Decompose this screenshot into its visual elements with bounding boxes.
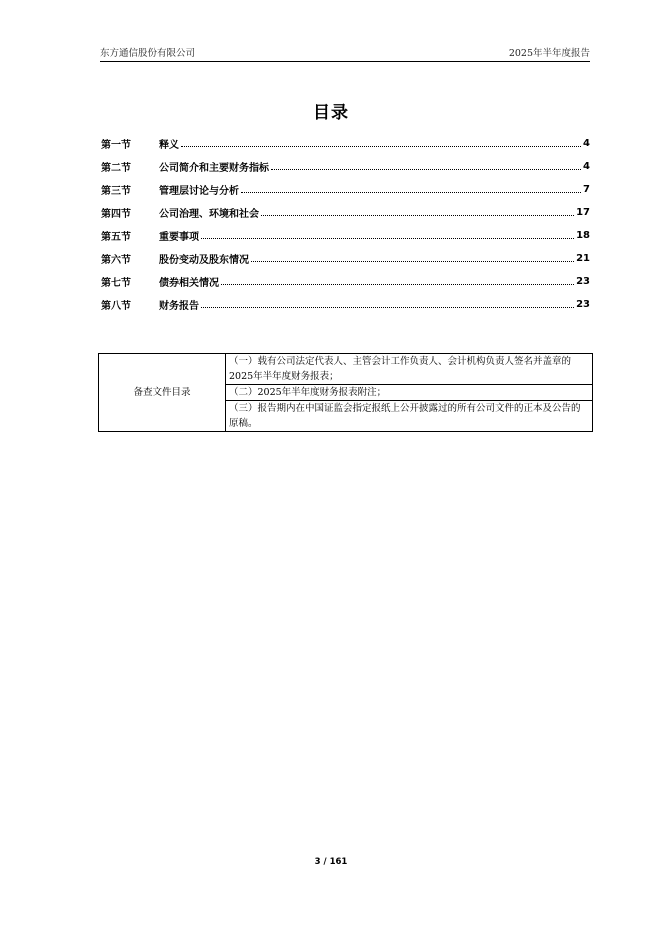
toc-page-number: 21 [576,253,590,264]
toc-section-number: 第二节 [101,163,131,174]
toc-section-number: 第六节 [101,255,131,266]
table-row [99,354,593,385]
toc-page-number: 4 [583,161,590,172]
reference-documents-label: 备查文件目录 [99,354,226,432]
toc-page-number: 17 [576,207,590,218]
reference-documents-table [98,353,593,432]
table-of-contents [101,132,590,316]
toc-entry[interactable] [101,293,590,316]
toc-section-name: 股份变动及股东情况 [159,255,249,266]
toc-section-number: 第八节 [101,301,131,312]
toc-leader-dots [181,136,581,147]
toc-section-name: 财务报告 [159,301,199,312]
toc-leader-dots [261,205,574,216]
toc-leader-dots [201,297,574,308]
toc-section-name: 公司治理、环境和社会 [159,209,259,220]
toc-leader-dots [201,228,574,239]
toc-section-name: 释义 [159,140,179,151]
reference-document-item: （一）载有公司法定代表人、主管会计工作负责人、会计机构负责人签名并盖章的2025年半年度财务报表； [226,354,593,385]
toc-page-number: 7 [583,184,590,195]
toc-title: 目录 [313,103,349,123]
toc-section-number: 第七节 [101,278,131,289]
toc-section-number: 第一节 [101,140,131,151]
toc-leader-dots [271,159,581,170]
reference-document-item: （二）2025年半年度财务报表附注； [226,385,593,401]
toc-leader-dots [241,182,581,193]
toc-section-number: 第五节 [101,232,131,243]
toc-section-number: 第四节 [101,209,131,220]
toc-entry[interactable] [101,132,590,155]
toc-page-number: 4 [583,138,590,149]
page-header [100,45,590,62]
toc-section-name: 公司简介和主要财务指标 [159,163,269,174]
reference-document-item: （三）报告期内在中国证监会指定报纸上公开披露过的所有公司文件的正本及公告的原稿。 [226,401,593,432]
toc-leader-dots [251,251,574,262]
toc-page-number: 18 [576,230,590,241]
toc-page-number: 23 [576,299,590,310]
header-report-title: 2025年半年度报告 [508,48,590,59]
toc-entry[interactable] [101,201,590,224]
toc-entry[interactable] [101,270,590,293]
toc-entry[interactable] [101,178,590,201]
page-number: 3 / 161 [314,857,348,867]
toc-section-name: 管理层讨论与分析 [159,186,239,197]
header-company-name: 东方通信股份有限公司 [100,48,196,59]
toc-entry[interactable] [101,155,590,178]
toc-section-name: 重要事项 [159,232,199,243]
toc-entry[interactable] [101,247,590,270]
toc-section-number: 第三节 [101,186,131,197]
toc-leader-dots [221,274,574,285]
toc-page-number: 23 [576,276,590,287]
toc-section-name: 债券相关情况 [159,278,219,289]
toc-entry[interactable] [101,224,590,247]
